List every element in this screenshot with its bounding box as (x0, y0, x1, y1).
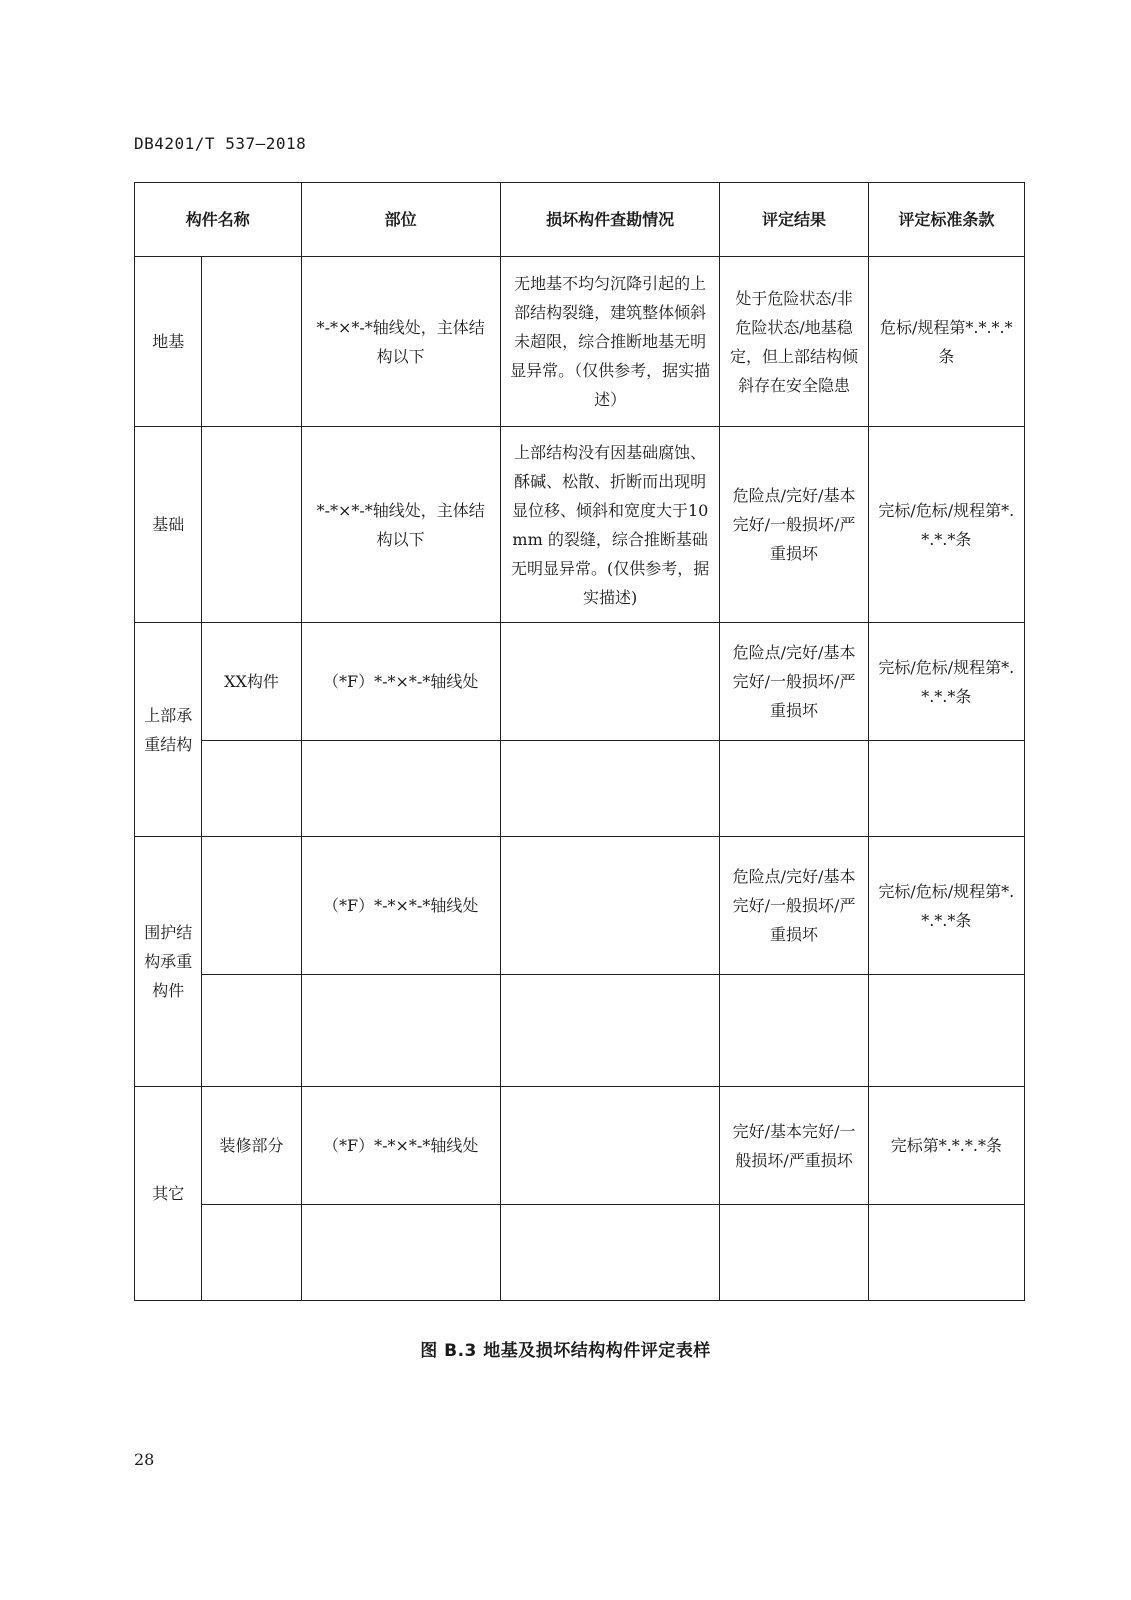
col-header-survey: 损坏构件查勘情况 (500, 183, 720, 257)
table-row-other (135, 1087, 1025, 1205)
page-number: 28 (134, 1450, 155, 1469)
empty-cell (500, 1205, 720, 1301)
sub-component-cell (202, 837, 301, 975)
table-row-empty (135, 1205, 1025, 1301)
empty-cell (868, 741, 1024, 837)
empty-cell (868, 1205, 1024, 1301)
location-cell: （*F）*-*×*-*轴线处 (301, 1087, 500, 1205)
table-row-enclosure (135, 837, 1025, 975)
clause-cell: 完标第*.*.*.*条 (868, 1087, 1024, 1205)
evaluation-table (134, 182, 1025, 1301)
empty-cell (500, 741, 720, 837)
clause-cell: 危标/规程第*.*.*.*条 (868, 257, 1024, 427)
location-cell: （*F）*-*×*-*轴线处 (301, 623, 500, 741)
table-row-foundation-soil (135, 257, 1025, 427)
empty-cell (202, 741, 301, 837)
category-cell: 围护结构承重构件 (135, 837, 202, 1087)
empty-cell (202, 975, 301, 1087)
sub-component-cell (202, 257, 301, 427)
sub-component-cell: XX构件 (202, 623, 301, 741)
result-cell: 危险点/完好/基本完好/一般损坏/严重损坏 (720, 623, 868, 741)
survey-cell (500, 623, 720, 741)
survey-cell: 上部结构没有因基础腐蚀、酥碱、松散、折断而出现明显位移、倾斜和宽度大于10mm 的裂缝，综合推断基础无明显异常。(仅供参考，据实描述) (500, 427, 720, 623)
header-row (135, 183, 1025, 257)
table-row-foundation (135, 427, 1025, 623)
sub-component-cell: 装修部分 (202, 1087, 301, 1205)
location-cell: *-*×*-*轴线处，主体结构以下 (301, 257, 500, 427)
empty-cell (720, 1205, 868, 1301)
table-row-empty (135, 741, 1025, 837)
table-row-upper-structure (135, 623, 1025, 741)
table-row-empty (135, 975, 1025, 1087)
clause-cell: 完标/危标/规程第*.*.*.*条 (868, 623, 1024, 741)
location-cell: （*F）*-*×*-*轴线处 (301, 837, 500, 975)
empty-cell (720, 741, 868, 837)
location-cell: *-*×*-*轴线处，主体结构以下 (301, 427, 500, 623)
col-header-clause: 评定标准条款 (868, 183, 1024, 257)
result-cell: 危险点/完好/基本完好/一般损坏/严重损坏 (720, 427, 868, 623)
survey-cell: 无地基不均匀沉降引起的上部结构裂缝，建筑整体倾斜未超限，综合推断地基无明显异常。（仅供参考，据实描述） (500, 257, 720, 427)
empty-cell (202, 1205, 301, 1301)
empty-cell (720, 975, 868, 1087)
result-cell: 完好/基本完好/一般损坏/严重损坏 (720, 1087, 868, 1205)
result-cell: 处于危险状态/非危险状态/地基稳定，但上部结构倾斜存在安全隐患 (720, 257, 868, 427)
col-header-location: 部位 (301, 183, 500, 257)
empty-cell (868, 975, 1024, 1087)
col-header-result: 评定结果 (720, 183, 868, 257)
empty-cell (301, 975, 500, 1087)
survey-cell (500, 837, 720, 975)
empty-cell (301, 741, 500, 837)
result-cell: 危险点/完好/基本完好/一般损坏/严重损坏 (720, 837, 868, 975)
survey-cell (500, 1087, 720, 1205)
document-id: DB4201/T 537—2018 (134, 134, 307, 153)
empty-cell (500, 975, 720, 1087)
col-header-component-name: 构件名称 (135, 183, 302, 257)
figure-caption: 图 B.3 地基及损坏结构构件评定表样 (420, 1341, 711, 1361)
clause-cell: 完标/危标/规程第*.*.*.*条 (868, 427, 1024, 623)
category-cell: 上部承重结构 (135, 623, 202, 837)
sub-component-cell (202, 427, 301, 623)
clause-cell: 完标/危标/规程第*.*.*.*条 (868, 837, 1024, 975)
category-cell: 基础 (135, 427, 202, 623)
category-cell: 其它 (135, 1087, 202, 1301)
empty-cell (301, 1205, 500, 1301)
category-cell: 地基 (135, 257, 202, 427)
